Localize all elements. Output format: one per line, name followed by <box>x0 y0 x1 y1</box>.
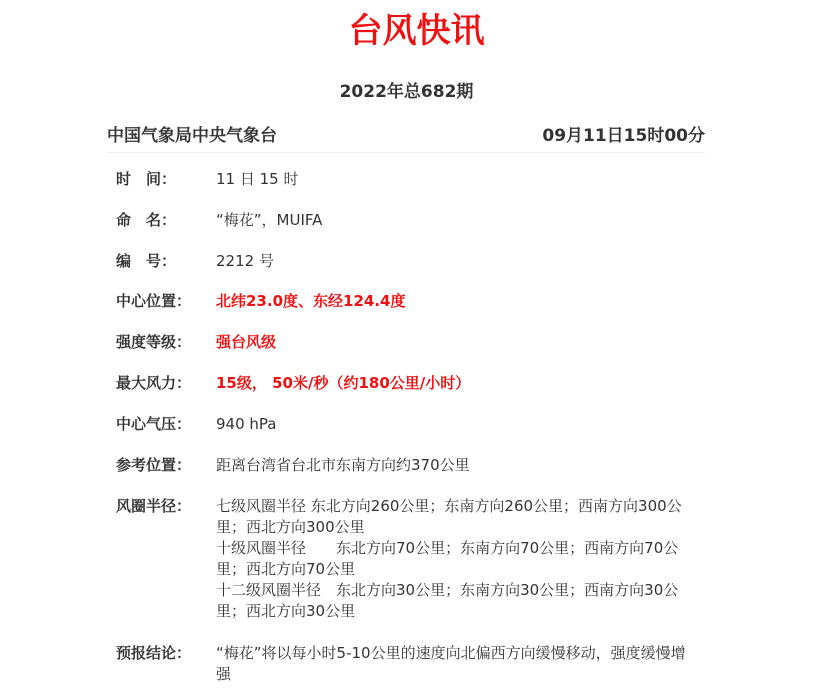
field-value: 2212 号 <box>216 252 274 270</box>
field-value: “梅花”，MUIFA <box>216 211 323 229</box>
field-label: 编 号： <box>116 252 177 270</box>
field-label: 中心气压： <box>116 415 192 433</box>
wind-radius-7: 七级风圈半径 东北方向260公里；东南方向260公里；西南方向300公里；西北方向300公里 <box>216 497 682 536</box>
wind-radius-10: 十级风圈半径 东北方向70公里；东南方向70公里；西南方向70公里；西北方向70公里 <box>216 539 679 578</box>
wind-radius-value <box>216 496 694 622</box>
field-value: 940 hPa <box>216 415 277 433</box>
field-value: “梅花”将以每小时5-10公里的速度向北偏西方向缓慢移动，强度缓慢增强 <box>216 644 686 683</box>
field-label: 时 间： <box>116 170 177 188</box>
field-value: 强台风级 <box>216 333 277 351</box>
issue-datetime: 09月11日15时00分 <box>542 126 705 146</box>
field-value: 距离台湾省台北市东南方向约370公里 <box>216 456 470 474</box>
field-label: 强度等级： <box>116 333 192 351</box>
agency-name: 中国气象局中央气象台 <box>107 126 277 146</box>
field-label: 命 名： <box>116 211 177 229</box>
field-value: 11 日 15 时 <box>216 170 299 188</box>
field-label: 风圈半径： <box>116 497 192 515</box>
bulletin-header <box>107 124 705 150</box>
wind-radius-12: 十二级风圈半径 东北方向30公里；东南方向30公里；西南方向30公里；西北方向30公里 <box>216 581 679 620</box>
header-divider <box>107 152 705 153</box>
field-label: 预报结论： <box>116 644 192 662</box>
field-label: 参考位置： <box>116 456 192 474</box>
bulletin-title: 台风快讯 <box>348 11 485 51</box>
field-label: 最大风力： <box>116 374 192 392</box>
field-value: 北纬23.0度、东经124.4度 <box>216 292 406 310</box>
field-label: 中心位置： <box>116 292 192 310</box>
field-value: 15级， 50米/秒（约180公里/小时） <box>216 374 471 392</box>
issue-number: 2022年总682期 <box>339 82 474 102</box>
